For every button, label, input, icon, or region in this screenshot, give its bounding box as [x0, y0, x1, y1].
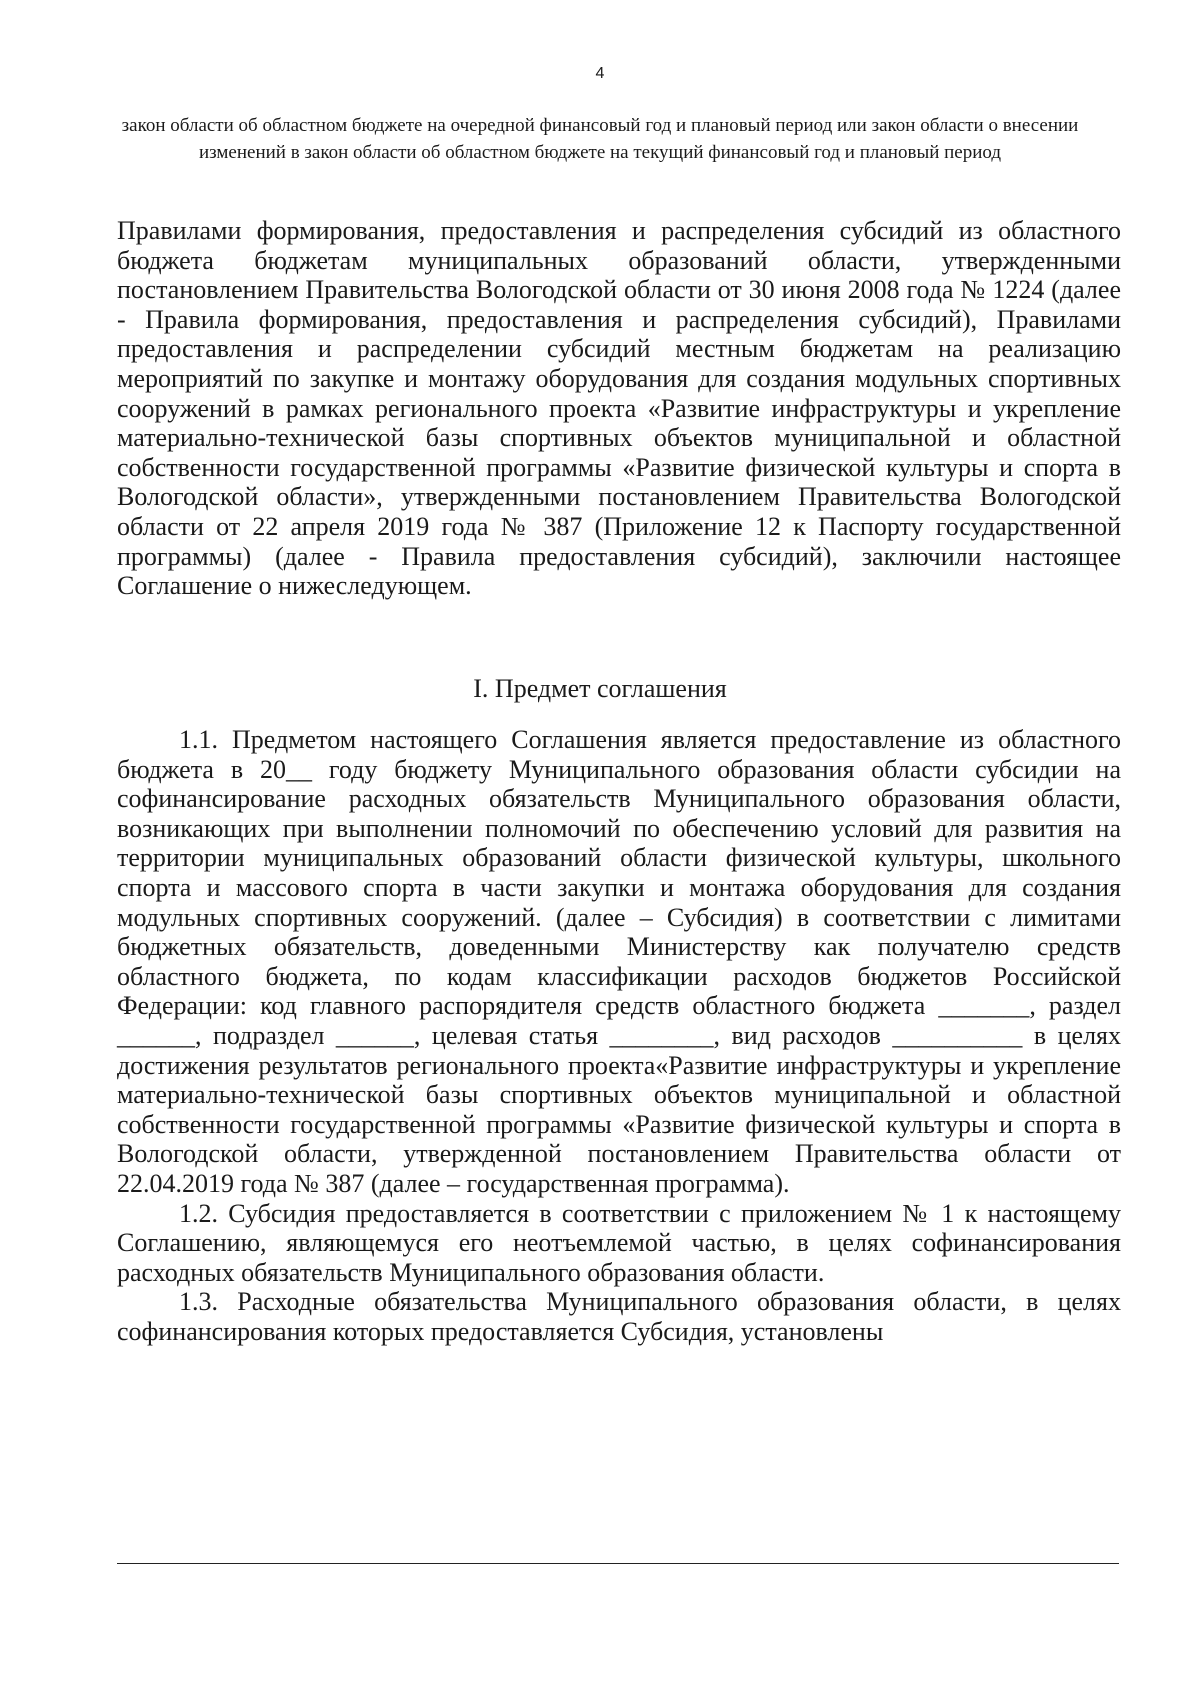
footnote-divider	[117, 1563, 1119, 1564]
clause-1-3: 1.3. Расходные обязательства Муниципального образования области, в целях софинансирования которых предоставляется Субсидия, установлены	[117, 1287, 1121, 1346]
intro-paragraph: Правилами формирования, предоставления и распределения субсидий из областного бюджета бюджетам муниципальных образований области, утвержденными постановлением Правительства Вологодской области от 30 июня 2008 года № 1224 (далее - Правила формирования, предоставления и распределения субсидий), Правилами предоставления и распределении субсидий местным бюджетам на реализацию мероприятий по закупке и монтажу оборудования для создания модульных спортивных сооружений в рамках регионального проекта «Развитие инфраструктуры и укрепление материально-технической базы спортивных объектов муниципальной и областной собственности государственной программы «Развитие физической культуры и спорта в Вологодской области», утвержденными постановлением Правительства Вологодской области от 22 апреля 2019 года № 387 (Приложение 12 к Паспорту государственной программы) (далее - Правила предоставления субсидий), заключили настоящее Соглашение о нижеследующем.	[117, 216, 1121, 601]
header-note: закон области об областном бюджете на очередной финансовый год и плановый период или закон области о внесении изменений в закон области об областном бюджете на текущий финансовый год и плановый период	[121, 115, 1079, 163]
clauses-block	[117, 725, 1121, 1346]
section-heading: I. Предмет соглашения	[473, 674, 727, 703]
clause-1-1: 1.1. Предметом настоящего Соглашения является предоставление из областного бюджета в 20__ году бюджету Муниципального образования области субсидии на софинансирование расходных обязательств Муниципального образования области, возникающих при выполнении полномочий по обеспечению условий для развития на территории муниципальных образований области физической культуры, школьного спорта и массового спорта в части закупки и монтажа оборудования для создания модульных спортивных сооружений. (далее – Субсидия) в соответствии с лимитами бюджетных обязательств, доведенными Министерству как получателю средств областного бюджета, по кодам классификации расходов бюджетов Российской Федерации: код главного распорядителя средств областного бюджета _______, раздел ______, подраздел ______, целевая статья ________, вид расходов __________ в целях достижения результатов регионального проекта«Развитие инфраструктуры и укрепление материально-технической базы спортивных объектов муниципальной и областной собственности государственной программы «Развитие физической культуры и спорта в Вологодской области, утвержденной постановлением Правительства области от 22.04.2019 года № 387 (далее – государственная программа).	[117, 725, 1121, 1198]
clause-1-2: 1.2. Субсидия предоставляется в соответствии с приложением № 1 к настоящему Соглашению, являющемуся его неотъемлемой частью, в целях софинансирования расходных обязательств Муниципального образования области.	[117, 1198, 1121, 1287]
intro-block	[117, 216, 1121, 601]
page-number: 4	[595, 65, 605, 82]
